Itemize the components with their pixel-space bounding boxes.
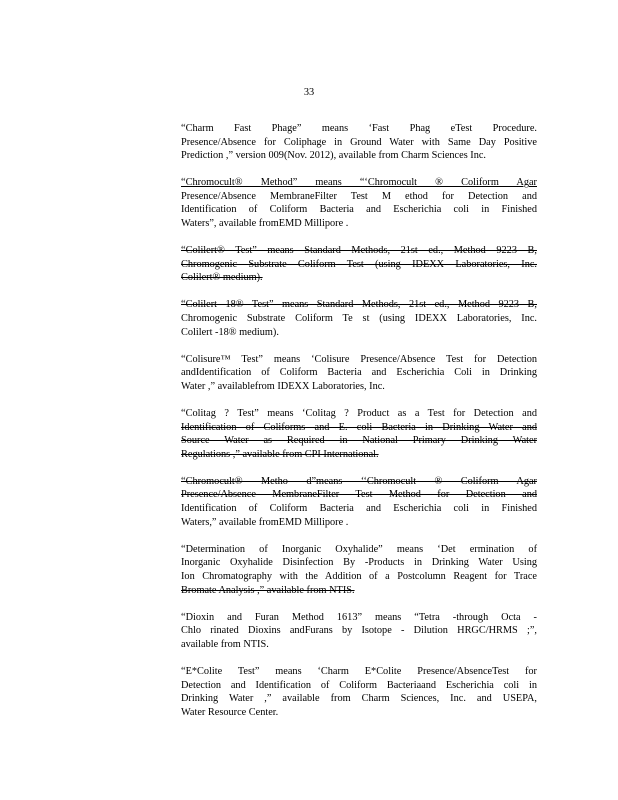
text-line: Chlo rinated Dioxins andFurans by Isotope - Dilution HRGC/HRMS ;”, — [181, 625, 537, 637]
text-line: “Chromocult® Method” means “‘Chromocult ® Coliform Agar — [181, 177, 537, 189]
page-number: 33 — [303, 87, 315, 98]
definition-chromocult-method-2 — [181, 475, 537, 529]
text-line: Waters”, available fromEMD Millipore . — [181, 218, 349, 230]
definition-chromocult-method — [181, 176, 537, 230]
text-line: Water Resource Center. — [181, 706, 279, 718]
text-line: Colilert® medium). — [181, 272, 263, 284]
text-line: “Determination of Inorganic Oxyhalide” means ‘Det ermination of — [181, 543, 537, 555]
text-line: Regulations ,” available from CPI International. — [181, 448, 379, 460]
text-line: Water ,” availablefrom IDEXX Laboratories, Inc. — [181, 380, 385, 392]
text-line: Prediction ,” version 009(Nov. 2012), available from Charm Sciences Inc. — [181, 150, 487, 162]
text-line: Presence/Absence MembraneFilter Test Method for Detection and — [181, 489, 537, 501]
text-line: Ion Chromatography with the Addition of a Postcolumn Reagent for Trace — [181, 570, 537, 582]
text-line: Chromogenic Substrate Coliform Te st (using IDEXX Laboratories, Inc. — [181, 313, 537, 325]
text-line: Bromate Analysis ,” available from NTIS. — [181, 584, 355, 596]
definition-colisure-test — [181, 353, 537, 394]
text-line: “Dioxin and Furan Method 1613” means “Tetra -through Octa - — [181, 611, 537, 623]
text-line: Inorganic Oxyhalide Disinfection By -Products in Drinking Water Using — [181, 557, 537, 569]
text-line: “Colisure™ Test” means ‘Colisure Presence/Absence Test for Detection — [181, 353, 537, 365]
text-line: “Chromocult® Metho d”means ‘‘Chromocult ® Coliform Agar — [181, 475, 537, 487]
text-line: Drinking Water ,” available from Charm Sciences, Inc. and USEPA, — [181, 693, 537, 705]
text-line: Source Water as Required in National Primary Drinking Water — [181, 435, 537, 447]
text-line: Identification of Coliform Bacteria and Escherichia coli in Finished — [181, 503, 537, 515]
definition-charm-fast-phage — [181, 122, 537, 163]
definition-e-colite-test — [181, 665, 537, 719]
text-line: available from NTIS. — [181, 638, 269, 650]
text-line: “Charm Fast Phage” means ‘Fast Phag eTest Procedure. — [181, 123, 537, 134]
text-line: andIdentification of Coliform Bacteria and Escherichia Coli in Drinking — [181, 367, 537, 379]
definition-colilert-18-test — [181, 298, 537, 339]
text-line: Colilert -18® medium). — [181, 326, 279, 338]
text-line: “E*Colite Test” means ‘Charm E*Colite Presence/AbsenceTest for — [181, 665, 537, 677]
text-line: Waters,” available fromEMD Millipore . — [181, 516, 349, 528]
text-line: “Colilert® Test” means Standard Methods, 21st ed., Method 9223 B, — [181, 245, 537, 257]
text-line: “Colitag ? Test” means ‘Colitag ? Product as a Test for Detection and — [181, 408, 537, 419]
definition-colitag-test — [181, 407, 537, 461]
text-line: Identification of Coliform Bacteria and Escherichia coli in Finished — [181, 204, 537, 216]
text-line: Presence/Absence for Coliphage in Ground Water with Same Day Positive — [181, 136, 537, 148]
text-line: Presence/Absence MembraneFilter Test M ethod for Detection and — [181, 190, 537, 202]
text-line: Detection and Identification of Coliform Bacteriaand Escherichia coli in — [181, 679, 537, 691]
text-line: Identification of Coliforms and E. coli Bacteria in Drinking Water and — [181, 421, 537, 433]
definition-dioxin-furan-method — [181, 611, 537, 652]
definition-colilert-test — [181, 244, 537, 285]
text-line: “Colilert 18® Test” means Standard Methods, 21st ed., Method 9223 B, — [181, 299, 537, 311]
text-line: Chromogenic Substrate Coliform Test (using IDEXX Laboratories, Inc. — [181, 258, 537, 270]
definitions-list — [181, 122, 537, 733]
definition-determination-inorganic-oxyhalide — [181, 543, 537, 597]
